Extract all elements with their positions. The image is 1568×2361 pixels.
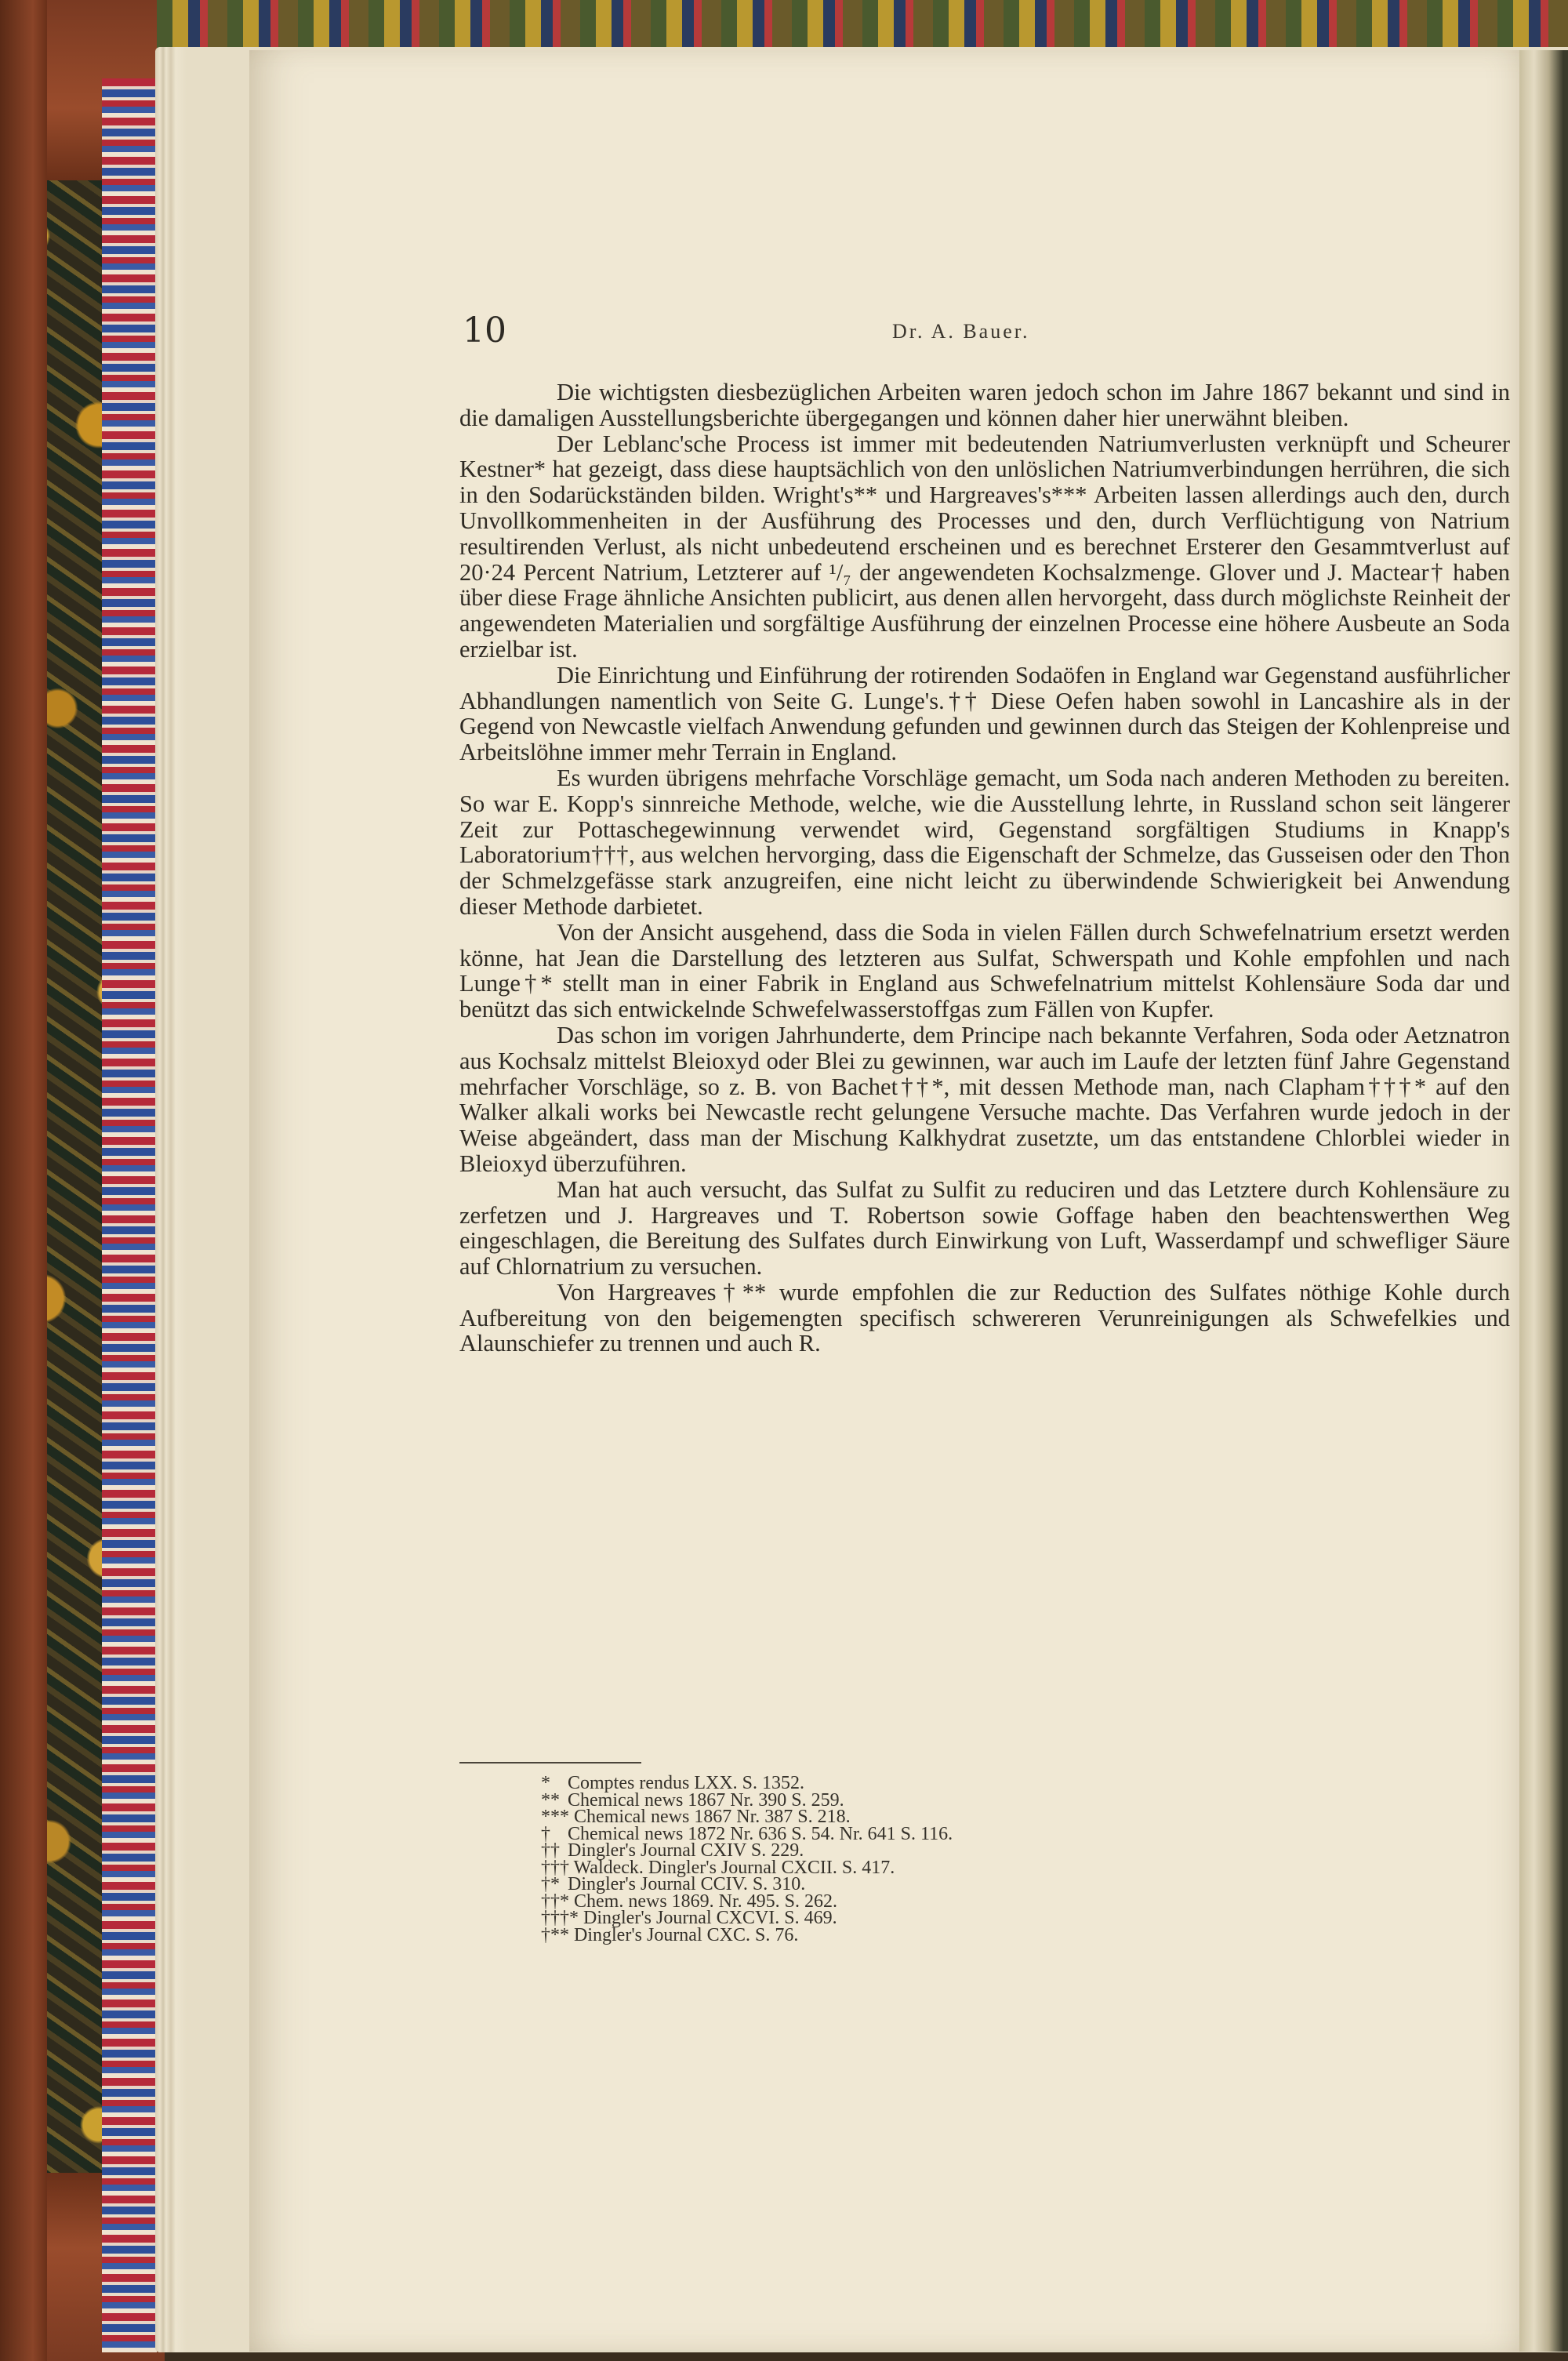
footnote-text: Chemical news 1867 Nr. 390 S. 259. <box>568 1789 844 1811</box>
footnote-text: Dingler's Journal CXC. S. 76. <box>574 1924 799 1945</box>
footnote-text: Comptes rendus LXX. S. 1352. <box>568 1773 804 1793</box>
paragraph: Die Einrichtung und Einführung der rotirenden Sodaöfen in England war Gegenstand ausführlicher Abhandlungen namentlich von Seite G. Lunge's.†† Diese Oefen haben sowohl in Lancashire als in der Gegend von Newcastle vielfach Anwendung gefunden und gewinnen durch das Steigen der Kohlenpreise und Arbeitslöhne immer mehr Terrain in England. <box>459 661 1510 766</box>
right-page-edge <box>1519 50 1568 2352</box>
paragraph: Der Leblanc'sche Process ist immer mit bedeutenden Natriumverlusten verknüpft und Scheurer Kestner* hat gezeigt, dass diese hauptsächlich von den unlöslichen Natriumverbindungen herrühren, die sich in den Sodarückständen bilden. Wright's** und Hargreaves's*** Arbeiten lassen allerdings auch den, durch Unvollkommenheiten in der Ausführung des Processes und den, durch Verflüchtigung von Natrium resultirenden Verlust, als nicht unbedeutend erscheinen und es berechnet Ersterer den Gesammtverlust auf 20·24 Percent Natrium, Letzterer auf ¹/₇ der angewendeten Kochsalzmenge. Glover und J. Mactear† haben über diese Frage ähnliche Ansichten publicirt, aus denen allen hervorgeht, dass durch möglichste Reinheit der angewendeten Materialien und sorgfältige Ausführung der einzelnen Processe eine höhere Ausbeute an Soda erzielbar ist. <box>459 430 1510 663</box>
paragraph: Das schon im vorigen Jahrhunderte, dem Principe nach bekannte Verfahren, Soda oder Aetznatron aus Kochsalz mittelst Bleioxyd oder Blei zu gewinnen, war auch im Laufe der letzten fünf Jahre Gegenstand mehrfacher Vorschläge, so z. B. von Bachet††*, mit dessen Methode man, nach Clapham†††* auf den Walker alkali works bei Newcastle recht gelungene Versuche machte. Das Verfahren wurde jedoch in der Weise abgeändert, dass man der Mischung Kalkhydrat zusetzte, um das entstandene Chlorblei wieder in Bleioxyd überzuführen. <box>459 1021 1510 1177</box>
book-page <box>249 50 1519 2352</box>
footnote-mark: †** <box>541 1924 569 1945</box>
footnote-text: Dingler's Journal CXCVI. S. 469. <box>583 1908 837 1928</box>
paragraph: Es wurden übrigens mehrfache Vorschläge gemacht, um Soda nach anderen Methoden zu bereiten. So war E. Kopp's sinnreiche Methode, welche, wie die Ausstellung lehrte, in Russland schon seit längerer Zeit zur Pottaschegewinnung verwendet wird, Gegenstand sorgfältigen Studiums in Knapp's Laboratorium†††, aus welchen hervorging, dass die Eigenschaft der Schmelze, das Gusseisen oder den Thon der Schmelzgefässe stark anzugreifen, eine nicht leicht zu überwindende Schwierigkeit bei Anwendung dieser Methode darbietet. <box>459 764 1510 920</box>
footnote-text: Chemical news 1867 Nr. 387 S. 218. <box>574 1807 851 1827</box>
footnote-mark: ††† <box>541 1857 569 1878</box>
body-text <box>459 380 1510 1357</box>
footnote-mark: †† <box>541 1840 560 1861</box>
footnote-mark: * <box>541 1773 550 1793</box>
footnote-text: Dingler's Journal CXIV S. 229. <box>568 1840 804 1861</box>
footnote-mark: †††* <box>541 1908 579 1928</box>
footnote-rule <box>459 1762 641 1763</box>
footnote-mark: ††* <box>541 1891 569 1912</box>
paragraph: Man hat auch versucht, das Sulfat zu Sulfit zu reduciren und das Letztere durch Kohlensäure zu zerfetzen und J. Hargreaves und T. Robertson sowie Goffage haben den beachtenswerthen Weg eingeschlagen, die Bereitung des Sulfates durch Einwirkung von Luft, Wasserdampf und schwefliger Säure auf Chlornatrium zu versuchen. <box>459 1175 1510 1280</box>
header-title: Dr. A. Bauer. <box>892 320 1030 343</box>
footnote-text: Dingler's Journal CCIV. S. 310. <box>568 1874 806 1894</box>
paragraph: Die wichtigsten diesbezüglichen Arbeiten waren jedoch schon im Jahre 1867 bekannt und sind in die damaligen Ausstellungsberichte übergegangen und können daher hier unerwähnt bleiben. <box>459 379 1510 431</box>
footnote-mark: †* <box>541 1874 560 1894</box>
footnotes <box>541 1775 1325 1944</box>
marbled-endpaper-edge <box>102 78 157 2352</box>
footnote <box>541 1924 1325 1945</box>
paragraph: Von der Ansicht ausgehend, dass die Soda in vielen Fällen durch Schwefelnatrium ersetzt werden könne, hat Jean die Darstellung des letzteren aus Sulfat, Schwerspath und Kohle empfohlen und nach Lunge†* stellt man in einer Fabrik in England aus Schwefelnatrium mittelst Kohlensäure Soda dar und benützt das sich entwickelnde Schwefelwasserstoffgas zum Fällen von Kupfer. <box>459 918 1510 1023</box>
footnote-mark: † <box>541 1823 550 1844</box>
footnote-text: Chem. news 1869. Nr. 495. S. 262. <box>574 1891 837 1912</box>
paragraph: Von Hargreaves†** wurde empfohlen die zur Reduction des Sulfates nöthige Kohle durch Aufbereitung von den beigemengten specifisch schwereren Verunreinigungen als Schwefelkies und Alaunschiefer zu trennen und auch R. <box>459 1278 1510 1357</box>
page-number: 10 <box>463 311 506 351</box>
footnote-text: Chemical news 1872 Nr. 636 S. 54. Nr. 641 S. 116. <box>568 1823 953 1844</box>
footnote-mark: ** <box>541 1789 560 1811</box>
footnote-mark: *** <box>541 1807 569 1827</box>
leather-spine <box>0 0 47 2361</box>
footnote-text: Waldeck. Dingler's Journal CXCII. S. 417. <box>573 1857 895 1878</box>
